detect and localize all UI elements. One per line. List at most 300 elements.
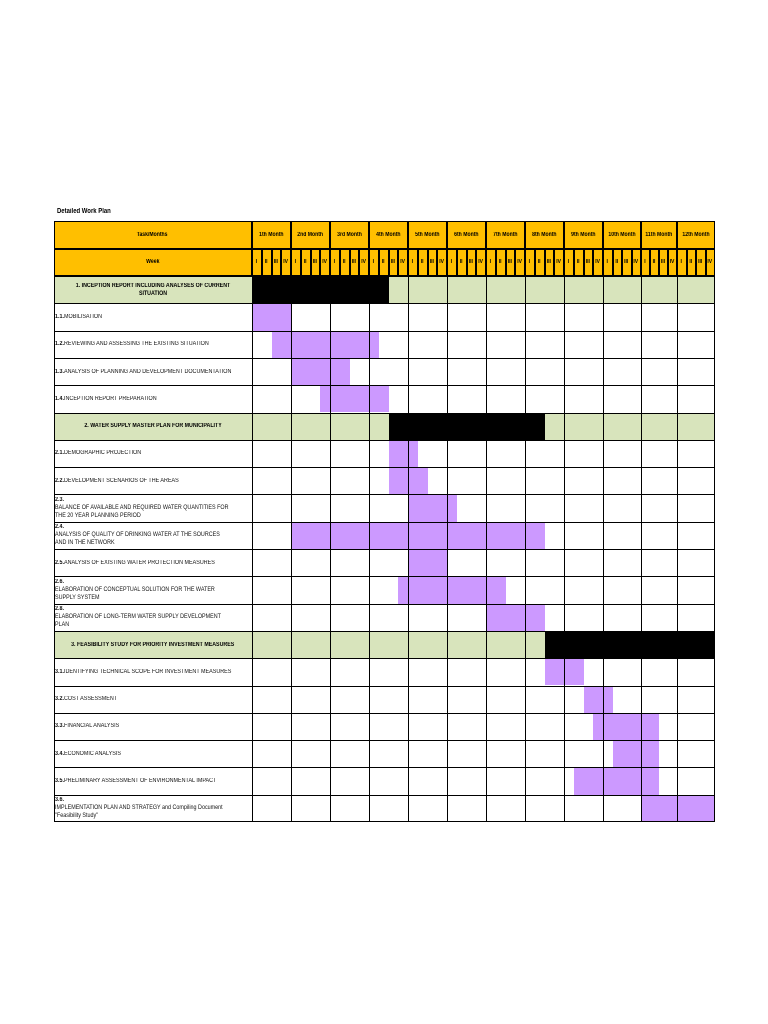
week-label [659, 259, 667, 265]
section-title [54, 422, 252, 430]
week-cell [359, 249, 369, 276]
task-number: 3.2. [55, 696, 65, 703]
grid-line-week [467, 249, 468, 276]
week-label [545, 259, 554, 265]
section-title-cell [54, 276, 252, 303]
week-cell [262, 249, 272, 276]
week-cell [687, 249, 697, 276]
month-label [408, 232, 446, 238]
week-cell [574, 249, 584, 276]
task-number: 1.4. [55, 395, 65, 402]
week-label-text: I [680, 259, 682, 265]
task-label [55, 559, 252, 567]
week-cell [677, 249, 687, 276]
task-label [55, 668, 252, 676]
grid-line-horizontal [54, 821, 715, 822]
week-label-text: III [429, 259, 434, 265]
week-label [320, 259, 329, 265]
week-cell [564, 249, 574, 276]
grid-line-week [340, 249, 341, 276]
week-label-text: IV [707, 259, 713, 265]
header-task-label-text: Task/Months [137, 231, 168, 238]
week-label-text: III [546, 259, 551, 265]
section-title-text: 3. FEASIBILITY STUDY FOR PRIORITY INVESTMENT MEASURES [71, 641, 235, 648]
month-label-text: 1th Month [258, 231, 284, 238]
gantt-chart [54, 221, 715, 823]
header-month [369, 221, 408, 249]
grid-line-week [418, 249, 419, 276]
month-label [252, 232, 290, 238]
month-label [641, 232, 676, 238]
task-name-cell [54, 331, 252, 358]
task-name-cell [54, 658, 252, 685]
task-name: ECONOMIC ANALYSIS [64, 750, 121, 757]
week-label-text: III [351, 259, 356, 265]
week-cell [281, 249, 291, 276]
week-label [554, 259, 563, 265]
week-label [262, 259, 271, 265]
week-label-text: I [489, 259, 492, 265]
task-name: FINANCIAL ANALYSIS [64, 723, 120, 730]
grid-line-horizontal [54, 604, 715, 605]
task-duration-bar [613, 740, 660, 767]
week-cell [320, 249, 330, 276]
grid-line-horizontal [54, 713, 715, 714]
grid-line-horizontal [54, 658, 715, 659]
task-number: 2.1. [55, 450, 65, 457]
week-label [301, 259, 310, 265]
month-label [330, 232, 368, 238]
task-label [55, 777, 252, 785]
task-name: DEVELOPMENT SCENARIOS OF THE AREAS [64, 477, 179, 484]
header-month [564, 221, 603, 249]
week-label [668, 259, 676, 265]
header-month [641, 221, 677, 249]
week-label-text: I [411, 259, 414, 265]
grid-line-week [437, 249, 438, 276]
section-title-text: 1. INCEPTION REPORT INCLUDING ANALYSES OF CURRENT SITUATION [75, 282, 231, 297]
task-name-cell [54, 686, 252, 713]
task-name: ANALYSIS OF EXISTING WATER PROTECTION MEASURES [64, 559, 215, 566]
task-number: 3.6. [55, 797, 65, 804]
task-name-cell [54, 358, 252, 385]
task-name-cell [54, 713, 252, 740]
week-cell [696, 249, 706, 276]
task-label [55, 578, 252, 602]
week-label [525, 259, 534, 265]
grid-line-week [262, 249, 263, 276]
grid-line-horizontal [54, 494, 715, 495]
week-cell [515, 249, 525, 276]
task-duration-bar [408, 549, 447, 576]
task-name-cell [54, 767, 252, 794]
grid-line-week [622, 249, 623, 276]
week-label [613, 259, 622, 265]
week-label-text: II [537, 259, 541, 265]
task-name-cell [54, 522, 252, 549]
grid-line-week [613, 249, 614, 276]
week-label [398, 259, 407, 265]
week-label [696, 259, 705, 265]
grid-line-week [574, 249, 575, 276]
week-cell [496, 249, 506, 276]
week-label [687, 259, 696, 265]
month-label-text: 5th Month [414, 231, 440, 238]
task-name-cell [54, 576, 252, 603]
month-label-text: 7th Month [492, 231, 518, 238]
grid-line-horizontal [54, 276, 715, 277]
grid-line-horizontal [54, 358, 715, 359]
week-label-text: I [294, 259, 297, 265]
week-cell [330, 249, 340, 276]
header-month [486, 221, 525, 249]
grid-line-week [545, 249, 546, 276]
task-label [55, 368, 252, 376]
week-label-text: II [576, 259, 580, 265]
week-cell [340, 249, 350, 276]
task-number: 2.8. [55, 606, 65, 613]
task-name: ELABORATION OF CONCEPTUAL SOLUTION FOR THE WATER SUPPLY SYSTEM [55, 586, 215, 601]
grid-line-week [659, 249, 660, 276]
grid-line-week [301, 249, 302, 276]
task-label [55, 395, 252, 403]
month-label-text: 3rd Month [336, 231, 362, 238]
grid-line-week [706, 249, 707, 276]
week-label [457, 259, 466, 265]
week-label-text: I [333, 259, 336, 265]
week-label-text: IV [478, 259, 483, 265]
week-label [584, 259, 593, 265]
week-cell [398, 249, 408, 276]
task-label [55, 750, 252, 758]
week-label-text: I [567, 259, 570, 265]
task-name: ANALYSIS OF PLANNING AND DEVELOPMENT DOCUMENTATION [64, 368, 232, 375]
week-cell [545, 249, 555, 276]
grid-line-week [272, 249, 273, 276]
task-name: IDENTIFYING TECHNICAL SCOPE FOR INVESTMENT MEASURES [64, 668, 232, 675]
grid-line-horizontal [54, 221, 715, 222]
week-label [632, 259, 641, 265]
task-number: 3.5. [55, 778, 65, 785]
task-name: DEMOGRAPHIC PROJECTION [64, 450, 142, 457]
week-label-text: II [381, 259, 385, 265]
grid-line-week [389, 249, 390, 276]
week-label [330, 259, 339, 265]
task-duration-bar [486, 604, 545, 631]
header-month [291, 221, 330, 249]
grid-line-week [632, 249, 633, 276]
week-cell [641, 249, 650, 276]
week-cell [486, 249, 496, 276]
grid-line-week [687, 249, 688, 276]
grid-line-horizontal [54, 467, 715, 468]
week-label [641, 259, 649, 265]
week-label [515, 259, 524, 265]
header-month [447, 221, 486, 249]
section-duration-bar [389, 413, 545, 440]
task-name-cell [54, 385, 252, 412]
week-label-text: III [312, 259, 317, 265]
week-label [467, 259, 476, 265]
task-name-cell [54, 795, 252, 822]
month-label-text: 4th Month [375, 231, 401, 238]
header-month [525, 221, 564, 249]
week-cell [418, 249, 428, 276]
task-number: 1.1. [55, 313, 65, 320]
task-name: MOBILISATION [64, 313, 103, 320]
grid-line-horizontal [54, 767, 715, 768]
task-number: 1.3. [55, 368, 65, 375]
week-cell [301, 249, 311, 276]
task-name: ANALYSIS OF QUALITY OF DRINKING WATER AT THE SOURCES AND IN THE NETWORK [55, 532, 220, 547]
grid-line-horizontal [54, 331, 715, 332]
week-cell [437, 249, 447, 276]
week-label-text: III [507, 259, 512, 265]
task-label [55, 695, 252, 703]
week-cell [350, 249, 360, 276]
week-label-text: III [390, 259, 395, 265]
week-cell [525, 249, 535, 276]
week-label [281, 259, 290, 265]
section-title-cell [54, 631, 252, 658]
week-label-text: II [303, 259, 307, 265]
header-month [408, 221, 447, 249]
week-label [496, 259, 505, 265]
grid-line-horizontal [54, 440, 715, 441]
grid-line-week [457, 249, 458, 276]
week-label-text: I [644, 259, 646, 265]
week-label [506, 259, 515, 265]
task-duration-bar [398, 576, 505, 603]
header-month [252, 221, 291, 249]
month-label-text: 6th Month [453, 231, 479, 238]
week-cell [428, 249, 438, 276]
week-cell [603, 249, 613, 276]
month-label [677, 232, 714, 238]
task-duration-bar [584, 686, 613, 713]
task-name-cell [54, 549, 252, 576]
week-cell [554, 249, 564, 276]
week-cell [622, 249, 632, 276]
week-cell [408, 249, 418, 276]
grid-line-week [584, 249, 585, 276]
header-task-months [54, 221, 252, 249]
header-week-label-text: Week [145, 259, 160, 265]
week-label-text: IV [669, 259, 675, 265]
task-duration-bar [641, 795, 715, 822]
week-cell [593, 249, 603, 276]
week-label-text: IV [595, 259, 600, 265]
header-month [330, 221, 369, 249]
week-label [340, 259, 349, 265]
week-cell [379, 249, 389, 276]
task-duration-bar [574, 767, 659, 794]
task-name-cell [54, 604, 252, 631]
week-label [408, 259, 417, 265]
week-label-text: II [342, 259, 346, 265]
week-label-text: II [689, 259, 693, 265]
task-duration-bar [252, 303, 291, 330]
month-label-text: 11th Month [645, 231, 672, 238]
task-name-cell [54, 494, 252, 521]
task-name: INCEPTION REPORT PREPARATION [64, 395, 157, 402]
week-label [486, 259, 495, 265]
week-label [677, 259, 686, 265]
week-cell [272, 249, 282, 276]
week-cell [650, 249, 659, 276]
week-cell [535, 249, 545, 276]
week-label-text: I [372, 259, 375, 265]
week-label [291, 259, 300, 265]
week-label-text: II [652, 259, 656, 265]
month-label [525, 232, 563, 238]
grid-line-horizontal [54, 413, 715, 414]
week-label-text: II [459, 259, 463, 265]
week-label-text: IV [517, 259, 522, 265]
week-label [593, 259, 602, 265]
task-name: IMPLEMENTATION PLAN AND STRATEGY and Compiling Document "Feasibility Study" [55, 805, 223, 820]
week-label [252, 259, 261, 265]
grid-line-week [379, 249, 380, 276]
month-label-text: 10th Month [607, 231, 636, 238]
task-number: 1.2. [55, 341, 65, 348]
week-cell [252, 249, 262, 276]
month-label-text: 2nd Month [297, 231, 323, 238]
grid-line-week [506, 249, 507, 276]
week-cell [668, 249, 677, 276]
week-label [603, 259, 612, 265]
header-task-label [54, 232, 251, 238]
task-number: 3.4. [55, 750, 65, 757]
week-label [476, 259, 485, 265]
week-label-text: I [606, 259, 608, 265]
week-label [650, 259, 658, 265]
grid-line-horizontal [54, 249, 715, 250]
task-number: 3.3. [55, 723, 65, 730]
grid-line-horizontal [54, 631, 715, 632]
document-title: Detailed Work Plan [57, 208, 111, 215]
task-number: 2.6. [55, 578, 65, 585]
week-cell [584, 249, 594, 276]
week-label-text: IV [400, 259, 405, 265]
task-label [55, 523, 252, 547]
section-title-text: 2. WATER SUPPLY MASTER PLAN FOR MUNICIPALITY [84, 423, 222, 430]
task-duration-bar [389, 440, 418, 467]
task-name: COST ASSESSMENT [64, 696, 118, 703]
task-label [55, 313, 252, 321]
grid-line-week [281, 249, 282, 276]
week-label-text: IV [439, 259, 444, 265]
grid-line-week [515, 249, 516, 276]
task-label [55, 477, 252, 485]
grid-line-week [359, 249, 360, 276]
grid-line-horizontal [54, 522, 715, 523]
week-label-text: I [450, 259, 453, 265]
month-label-text: 9th Month [570, 231, 596, 238]
grid-line-horizontal [54, 686, 715, 687]
week-label [418, 259, 427, 265]
section-title [54, 282, 252, 298]
week-label-text: II [615, 259, 619, 265]
task-number: 2.5. [55, 559, 65, 566]
week-label [311, 259, 320, 265]
week-cell [476, 249, 486, 276]
task-label [55, 449, 252, 457]
week-cell [659, 249, 668, 276]
month-label [603, 232, 640, 238]
week-label-text: I [528, 259, 531, 265]
week-label-text: IV [283, 259, 288, 265]
task-label [55, 605, 252, 629]
task-number: 3.1. [55, 668, 65, 675]
week-label [389, 259, 398, 265]
month-label [447, 232, 485, 238]
week-label [437, 259, 446, 265]
task-label [55, 340, 252, 348]
week-label-text: IV [556, 259, 561, 265]
week-label-text: III [624, 259, 629, 265]
grid-line-week [593, 249, 594, 276]
week-label [428, 259, 437, 265]
grid-line-week [320, 249, 321, 276]
week-label [350, 259, 359, 265]
week-cell [447, 249, 457, 276]
task-label [55, 796, 252, 820]
week-cell [467, 249, 477, 276]
week-cell [632, 249, 642, 276]
week-label-text: III [698, 259, 703, 265]
grid-line-week [398, 249, 399, 276]
grid-line-horizontal [54, 795, 715, 796]
grid-line-week [696, 249, 697, 276]
week-label [535, 259, 544, 265]
header-week-label [54, 259, 251, 265]
week-label-text: IV [633, 259, 639, 265]
grid-line-horizontal [54, 549, 715, 550]
header-week [54, 249, 252, 276]
week-label [272, 259, 281, 265]
week-label [706, 259, 715, 265]
grid-line-week [428, 249, 429, 276]
week-label-text: III [468, 259, 473, 265]
week-label-text: II [264, 259, 268, 265]
week-cell [506, 249, 516, 276]
task-name: REVIEWING AND ASSESSING THE EXISTING SITUATION [64, 341, 209, 348]
grid-line-week [650, 249, 651, 276]
grid-line-horizontal [54, 576, 715, 577]
task-duration-bar [291, 358, 350, 385]
week-cell [311, 249, 321, 276]
week-cell [389, 249, 399, 276]
task-name-cell [54, 740, 252, 767]
week-label [574, 259, 583, 265]
grid-line-horizontal [54, 740, 715, 741]
task-duration-bar [408, 494, 457, 521]
header-month [603, 221, 641, 249]
task-number: 2.2. [55, 477, 65, 484]
week-cell [291, 249, 301, 276]
week-label-text: II [420, 259, 424, 265]
task-label [55, 496, 252, 520]
week-label-text: III [273, 259, 278, 265]
task-duration-bar [272, 331, 379, 358]
month-label [291, 232, 329, 238]
grid-line-week [554, 249, 555, 276]
week-label [379, 259, 388, 265]
section-duration-bar [545, 631, 716, 658]
task-name: ELABORATION OF LONG-TERM WATER SUPPLY DEVELOPMENT PLAN [55, 614, 221, 629]
grid-line-week [535, 249, 536, 276]
